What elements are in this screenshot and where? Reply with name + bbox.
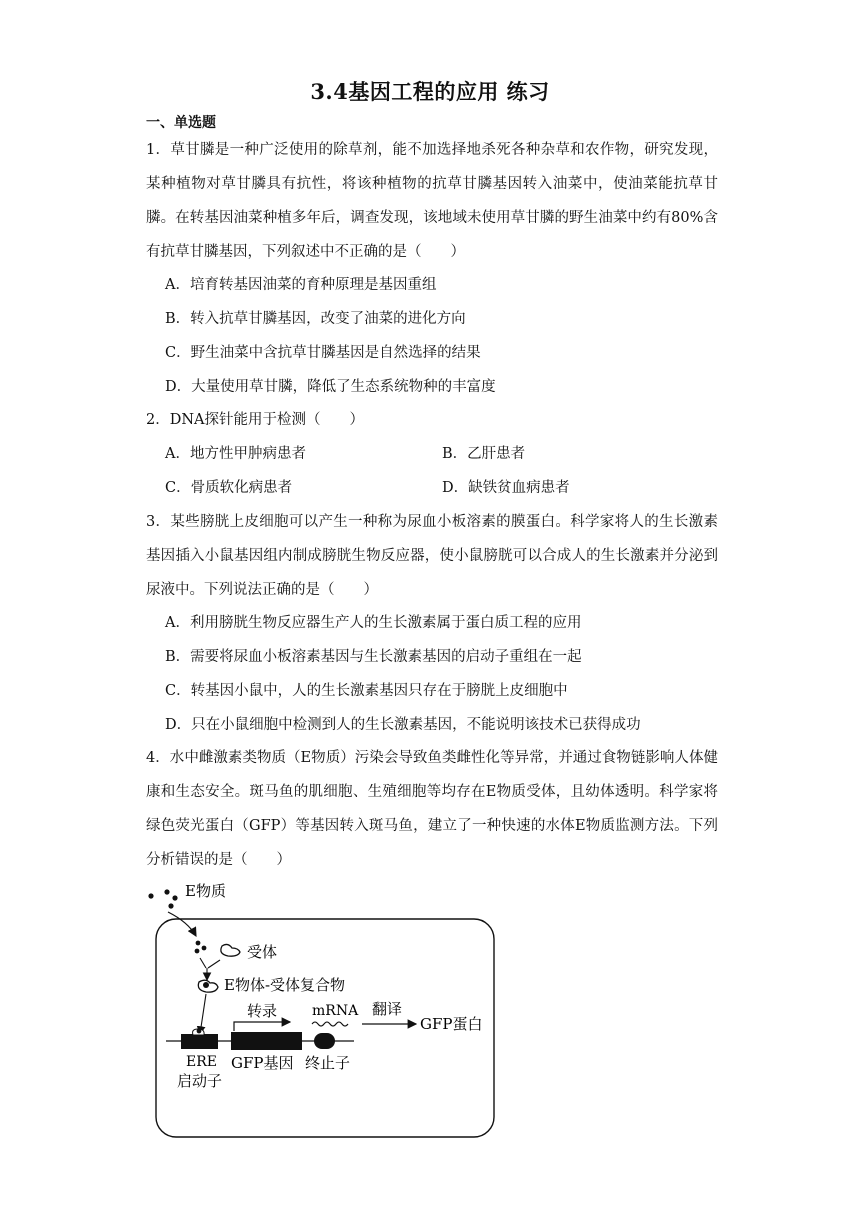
- ere-block: [181, 1034, 218, 1049]
- q1-option-c: C．野生油菜中含抗草甘膦基因是自然选择的结果: [165, 345, 481, 361]
- mrna-wave: [312, 1022, 348, 1026]
- e-substance-dots: [148, 889, 177, 908]
- gfp-gene-label: GFP基因: [231, 1054, 294, 1072]
- q2-option-b: B．乙肝患者: [442, 446, 526, 462]
- question-1-stem: 1．草甘膦是一种广泛使用的除草剂，能不加选择地杀死各种杂草和农作物，研究发现，某种植物对草甘膦具有抗性，将该种植物的抗草甘膦基因转入油菜中，使油菜能抗草甘膦。在转基因油菜种植多年后，调查发现，该地域未使用草甘膦的野生油菜中约有80%含有抗草甘膦基因，下列叙述中不正确的是（ ）: [146, 142, 718, 260]
- q1-option-b: B．转入抗草甘膦基因，改变了油菜的进化方向: [165, 311, 466, 327]
- q3-option-c: C．转基因小鼠中，人的生长激素基因只存在于膀胱上皮细胞中: [165, 683, 568, 699]
- terminator-block: [314, 1033, 335, 1049]
- mrna-label: mRNA: [312, 1003, 359, 1019]
- page-title: 3.4基因工程的应用 练习: [310, 79, 550, 104]
- q1-option-a: A．培育转基因油菜的育种原理是基因重组: [165, 277, 437, 293]
- receptor-label: 受体: [247, 943, 278, 961]
- q2-option-a: A．地方性甲肿病患者: [165, 446, 306, 462]
- promoter-label: 启动子: [177, 1072, 223, 1090]
- receptor-icon: [221, 944, 240, 956]
- transcription-label: 转录: [247, 1002, 278, 1020]
- gfp-protein-label: GFP蛋白: [420, 1015, 483, 1033]
- e-substance-figure: [140, 876, 510, 1150]
- ere-label: ERE: [186, 1054, 217, 1070]
- q3-option-b: B．需要将尿血小板溶素基因与生长激素基因的启动子重组在一起: [165, 649, 582, 665]
- q1-option-d: D．大量使用草甘膦，降低了生态系统物种的丰富度: [165, 379, 496, 395]
- translation-label: 翻译: [372, 1000, 403, 1018]
- section-heading: 一、单选题: [146, 115, 216, 131]
- question-4-stem: 4．水中雌激素类物质（E物质）污染会导致鱼类雌性化等异常，并通过食物链影响人体健康和生态安全。斑马鱼的肌细胞、生殖细胞等均存在E物质受体，且幼体透明。科学家将绿色荧光蛋白（GFP）等基因转入斑马鱼，建立了一种快速的水体E物质监测方法。下列分析错误的是（ ）: [146, 750, 718, 868]
- q3-option-d: D．只在小鼠细胞中检测到人的生长激素基因，不能说明该技术已获得成功: [165, 717, 641, 733]
- e-substance-label: E物质: [185, 882, 226, 900]
- complex-label: E物体-受体复合物: [224, 976, 346, 994]
- terminator-label: 终止子: [305, 1054, 351, 1072]
- q3-option-a: A．利用膀胱生物反应器生产人的生长激素属于蛋白质工程的应用: [165, 615, 582, 631]
- q2-option-c: C．骨质软化病患者: [165, 480, 293, 496]
- gfp-gene-block: [231, 1032, 302, 1050]
- question-2-stem: 2．DNA探针能用于检测（ ）: [146, 412, 365, 428]
- q2-option-d: D．缺铁贫血病患者: [442, 480, 570, 496]
- question-3-stem: 3．某些膀胱上皮细胞可以产生一种称为尿血小板溶素的膜蛋白。科学家将人的生长激素基因插入小鼠基因组内制成膀胱生物反应器，使小鼠膀胱可以合成人的生长激素并分泌到尿液中。下列说法正确的是（ ）: [146, 514, 718, 598]
